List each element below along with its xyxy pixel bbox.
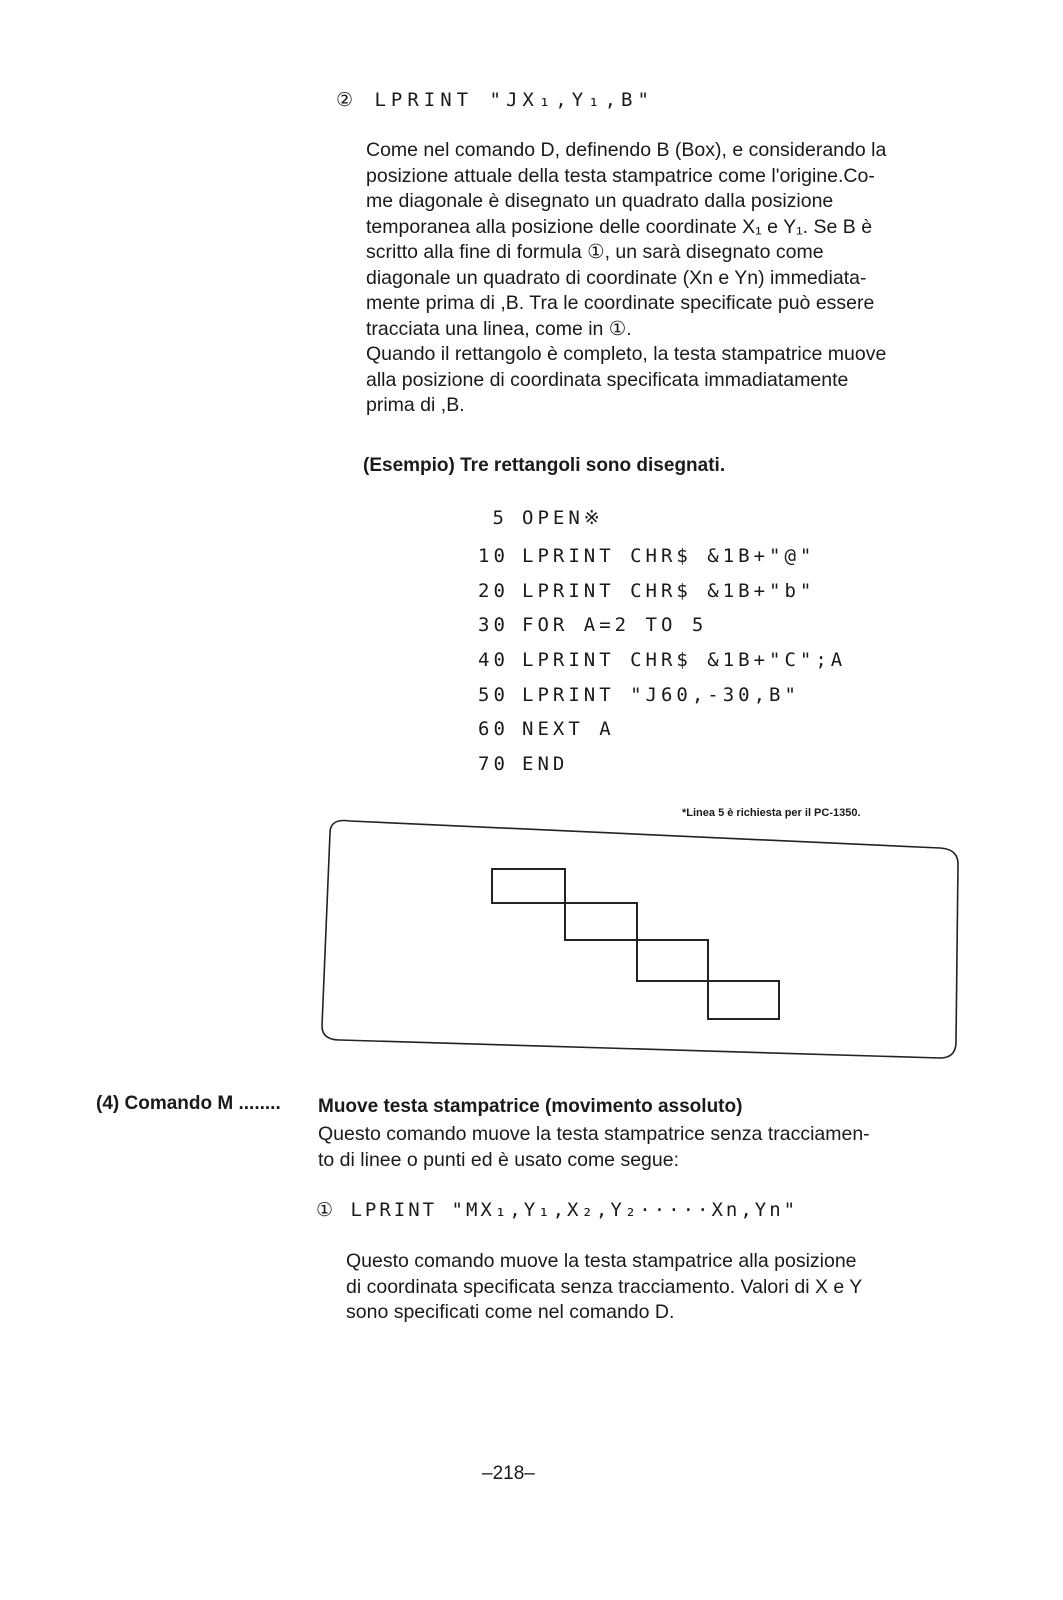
intro-line: Questo comando muove la testa stampatrice senza tracciamen-	[318, 1123, 870, 1145]
code-text: LPRINT CHR$ &1B+"b"	[522, 580, 816, 602]
paragraph-line: mente prima di ,B. Tra le coordinate specificate può essere	[366, 292, 875, 314]
page-number: –218–	[482, 1463, 535, 1484]
paragraph-line: tracciata una linea, come in ①.	[366, 317, 632, 340]
rectangle-4	[708, 981, 779, 1019]
example-label: (Esempio) Tre rettangoli sono disegnati.	[363, 455, 726, 476]
description-line: sono specificati come nel comando D.	[346, 1301, 675, 1323]
line-number: 70	[478, 753, 509, 775]
line-number: 20	[478, 580, 509, 602]
line-number: 40	[478, 649, 509, 671]
rectangle-2	[565, 903, 637, 940]
line-number: 10	[478, 545, 509, 567]
command-m-label: (4) Comando M ........	[96, 1093, 281, 1114]
command-m-formula: ① LPRINT "MX₁,Y₁,X₂,Y₂·····Xn,Yn"	[316, 1199, 799, 1221]
code-text: FOR A=2 TO 5	[522, 614, 708, 636]
command-m-title: Muove testa stampatrice (movimento assoluto)	[318, 1096, 743, 1117]
code-text: LPRINT "J60,-30,B"	[522, 684, 800, 706]
command-m-intro	[318, 1122, 958, 1173]
paragraph-line: me diagonale è disegnato un quadrato dalla posizione	[366, 190, 834, 212]
code-text: LPRINT CHR$ &1B+"C";A	[522, 649, 847, 671]
formula-heading: ② LPRINT "JX₁,Y₁,B"	[336, 89, 654, 111]
code-text: OPEN※	[522, 507, 604, 529]
rectangle-1	[492, 869, 565, 903]
intro-line: to di linee o punti ed è usato come segue:	[318, 1148, 679, 1171]
line-number: 5	[492, 507, 508, 529]
paragraph-line: prima di ,B.	[366, 394, 465, 416]
paragraph-line: posizione attuale della testa stampatrice come l'origine.Co-	[366, 164, 875, 187]
line-number: 30	[478, 614, 509, 636]
description-line: di coordinata specificata senza tracciamento. Valori di X e Y	[346, 1275, 863, 1298]
code-text: LPRINT CHR$ &1B+"@"	[522, 545, 816, 567]
line-number: 60	[478, 718, 509, 740]
paragraph-line: diagonale un quadrato di coordinate (Xn e Yn) immediata-	[366, 266, 867, 289]
paragraph-line: temporanea alla posizione delle coordinate X₁ e Y₁. Se B è	[366, 215, 873, 238]
description-line: Questo comando muove la testa stampatrice alla posizione	[346, 1250, 857, 1272]
line-number: 50	[478, 684, 509, 706]
command-m-description	[346, 1249, 956, 1326]
paragraph-line: Come nel comando D, definendo B (Box), e considerando la	[366, 139, 887, 161]
code-text: END	[522, 753, 569, 775]
paragraph-line: alla posizione di coordinata specificata immadiatamente	[366, 368, 849, 391]
rectangle-3	[637, 940, 708, 981]
code-text: NEXT A	[522, 718, 615, 740]
footnote: *Linea 5 è richiesta per il PC-1350.	[682, 807, 861, 819]
paragraph-line: Quando il rettangolo è completo, la testa stampatrice muove	[366, 343, 887, 365]
paragraph-line: scritto alla fine di formula ①, un sarà disegnato come	[366, 241, 824, 263]
